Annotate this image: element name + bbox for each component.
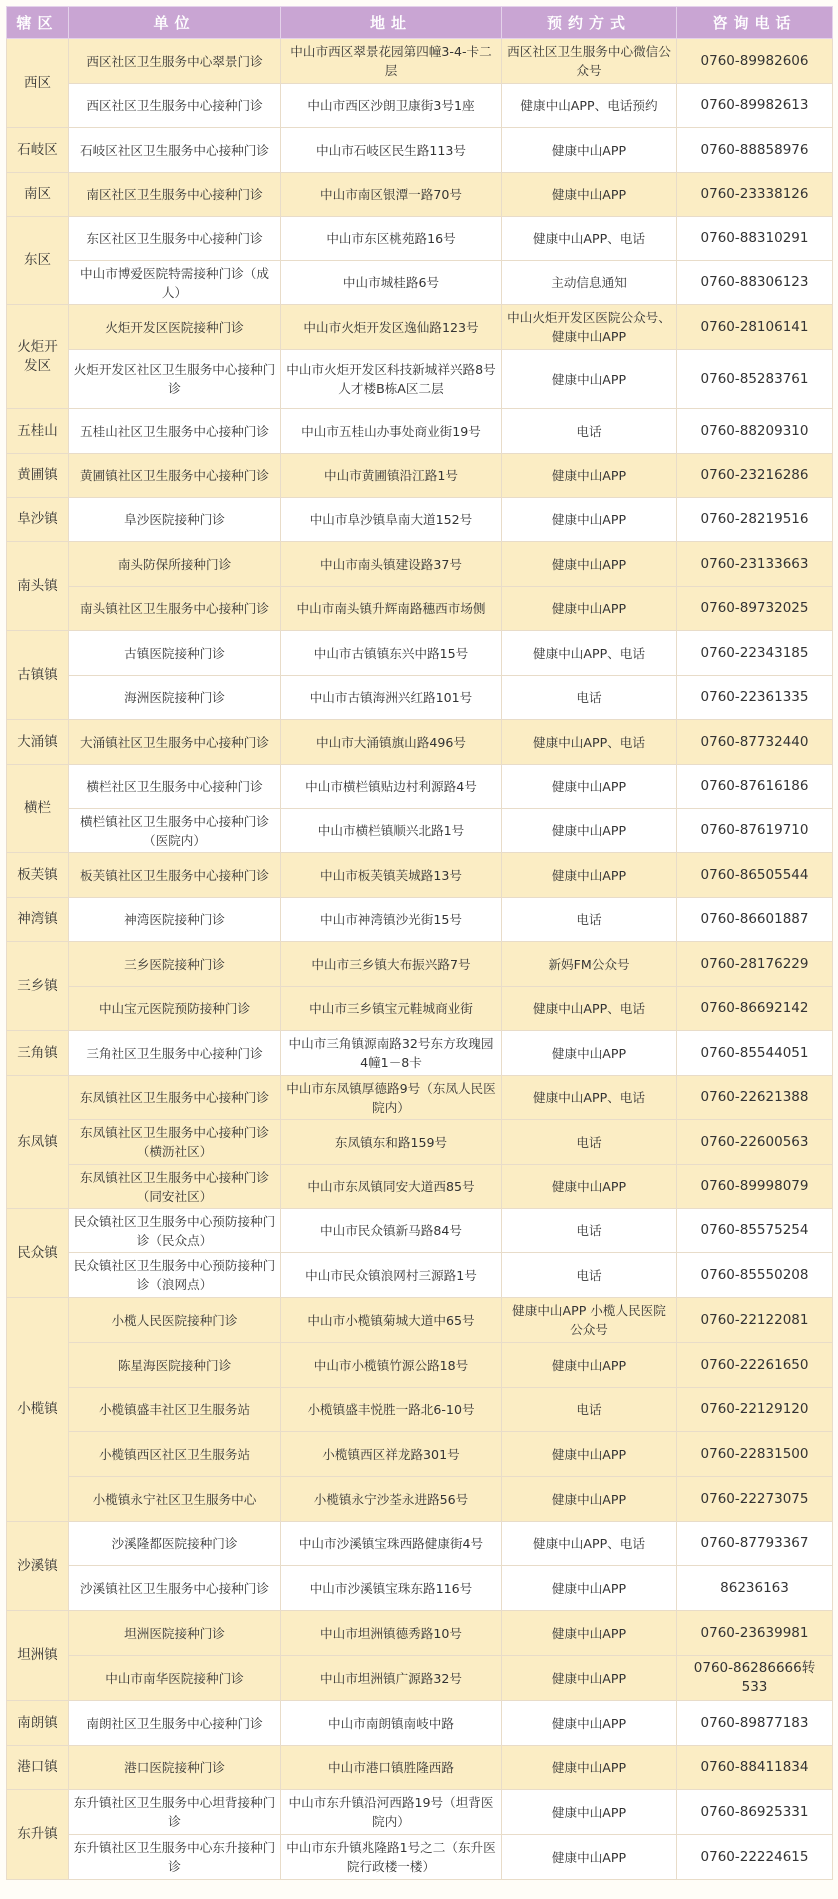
address-cell: 中山市古镇镇东兴中路15号 — [281, 631, 502, 676]
address-cell: 中山市东升镇沿河西路19号（坦背医院内） — [281, 1790, 502, 1835]
table-row — [7, 1522, 833, 1566]
unit-cell: 西区社区卫生服务中心翠景门诊 — [69, 39, 281, 84]
phone-cell: 0760-22224615 — [677, 1835, 833, 1880]
phone-cell: 0760-28176229 — [677, 942, 833, 987]
booking-cell: 健康中山APP、电话 — [502, 217, 677, 261]
phone-cell: 0760-87619710 — [677, 809, 833, 853]
phone-cell: 0760-85283761 — [677, 350, 833, 409]
table-row — [7, 631, 833, 676]
address-cell: 中山市沙溪镇宝珠东路116号 — [281, 1566, 502, 1611]
town-cell: 坦洲镇 — [7, 1611, 69, 1701]
unit-cell: 东升镇社区卫生服务中心东升接种门诊 — [69, 1835, 281, 1880]
unit-cell: 中山宝元医院预防接种门诊 — [69, 987, 281, 1031]
table-body — [7, 39, 833, 1880]
town-cell: 横栏 — [7, 765, 69, 853]
phone-cell: 0760-89998079 — [677, 1165, 833, 1209]
vaccination-clinic-table — [6, 6, 833, 1880]
address-cell: 小榄镇永宁沙荃永进路56号 — [281, 1477, 502, 1522]
town-cell: 南头镇 — [7, 542, 69, 631]
table-row — [7, 720, 833, 765]
booking-cell: 健康中山APP — [502, 1031, 677, 1076]
booking-cell: 电话 — [502, 1253, 677, 1298]
phone-cell: 86236163 — [677, 1566, 833, 1611]
phone-cell: 0760-22343185 — [677, 631, 833, 676]
booking-cell: 健康中山APP — [502, 809, 677, 853]
table-row — [7, 1790, 833, 1835]
address-cell: 中山市民众镇新马路84号 — [281, 1209, 502, 1253]
phone-cell: 0760-28219516 — [677, 498, 833, 542]
unit-cell: 大涌镇社区卫生服务中心接种门诊 — [69, 720, 281, 765]
header-address: 地址 — [281, 7, 502, 39]
address-cell: 中山市小榄镇菊城大道中65号 — [281, 1298, 502, 1343]
phone-cell: 0760-89982613 — [677, 84, 833, 128]
unit-cell: 小榄镇西区社区卫生服务站 — [69, 1432, 281, 1477]
address-cell: 中山市沙溪镇宝珠西路健康街4号 — [281, 1522, 502, 1566]
unit-cell: 火炬开发区社区卫生服务中心接种门诊 — [69, 350, 281, 409]
address-cell: 中山市西区沙朗卫康街3号1座 — [281, 84, 502, 128]
unit-cell: 三乡医院接种门诊 — [69, 942, 281, 987]
phone-cell: 0760-86286666转533 — [677, 1656, 833, 1701]
booking-cell: 健康中山APP — [502, 1432, 677, 1477]
address-cell: 中山市三乡镇宝元鞋城商业街 — [281, 987, 502, 1031]
town-cell: 三乡镇 — [7, 942, 69, 1031]
unit-cell: 东凤镇社区卫生服务中心接种门诊（同安社区） — [69, 1165, 281, 1209]
town-cell: 小榄镇 — [7, 1298, 69, 1522]
table-row — [7, 84, 833, 128]
address-cell: 中山市三角镇源南路32号东方玫瑰园4幢1－8卡 — [281, 1031, 502, 1076]
booking-cell: 电话 — [502, 1120, 677, 1165]
phone-cell: 0760-22621388 — [677, 1076, 833, 1120]
unit-cell: 港口医院接种门诊 — [69, 1746, 281, 1790]
unit-cell: 横栏社区卫生服务中心接种门诊 — [69, 765, 281, 809]
phone-cell: 0760-89982606 — [677, 39, 833, 84]
table-row — [7, 1566, 833, 1611]
header-unit: 单位 — [69, 7, 281, 39]
address-cell: 中山市阜沙镇阜南大道152号 — [281, 498, 502, 542]
phone-cell: 0760-86505544 — [677, 853, 833, 898]
unit-cell: 南朗社区卫生服务中心接种门诊 — [69, 1701, 281, 1746]
town-cell: 沙溪镇 — [7, 1522, 69, 1611]
booking-cell: 健康中山APP — [502, 1790, 677, 1835]
town-cell: 五桂山 — [7, 409, 69, 454]
address-cell: 小榄镇西区祥龙路301号 — [281, 1432, 502, 1477]
unit-cell: 沙溪隆都医院接种门诊 — [69, 1522, 281, 1566]
table-row — [7, 765, 833, 809]
address-cell: 中山市东升镇兆隆路1号之二（东升医院行政楼一楼） — [281, 1835, 502, 1880]
booking-cell: 主动信息通知 — [502, 261, 677, 305]
table-row — [7, 173, 833, 217]
booking-cell: 健康中山APP — [502, 1835, 677, 1880]
table-row — [7, 1253, 833, 1298]
booking-cell: 中山火炬开发区医院公众号、健康中山APP — [502, 305, 677, 350]
table-row — [7, 217, 833, 261]
address-cell: 中山市南头镇升辉南路穗西市场侧 — [281, 587, 502, 631]
address-cell: 中山市横栏镇贴边村利源路4号 — [281, 765, 502, 809]
table-row — [7, 1611, 833, 1656]
header-booking: 预约方式 — [502, 7, 677, 39]
table-row — [7, 1165, 833, 1209]
town-cell: 东凤镇 — [7, 1076, 69, 1209]
table-row — [7, 1343, 833, 1388]
unit-cell: 坦洲医院接种门诊 — [69, 1611, 281, 1656]
address-cell: 中山市黄圃镇沿江路1号 — [281, 454, 502, 498]
phone-cell: 0760-85544051 — [677, 1031, 833, 1076]
unit-cell: 小榄人民医院接种门诊 — [69, 1298, 281, 1343]
address-cell: 中山市坦洲镇德秀路10号 — [281, 1611, 502, 1656]
booking-cell: 健康中山APP — [502, 1656, 677, 1701]
phone-cell: 0760-22600563 — [677, 1120, 833, 1165]
unit-cell: 火炬开发区医院接种门诊 — [69, 305, 281, 350]
address-cell: 中山市五桂山办事处商业街19号 — [281, 409, 502, 454]
phone-cell: 0760-88209310 — [677, 409, 833, 454]
table-row — [7, 498, 833, 542]
booking-cell: 健康中山APP — [502, 542, 677, 587]
phone-cell: 0760-22129120 — [677, 1388, 833, 1432]
phone-cell: 0760-86925331 — [677, 1790, 833, 1835]
town-cell: 火炬开发区 — [7, 305, 69, 409]
booking-cell: 健康中山APP — [502, 587, 677, 631]
address-cell: 中山市小榄镇竹源公路18号 — [281, 1343, 502, 1388]
booking-cell: 电话 — [502, 898, 677, 942]
unit-cell: 陈星海医院接种门诊 — [69, 1343, 281, 1388]
unit-cell: 中山市南华医院接种门诊 — [69, 1656, 281, 1701]
table-row — [7, 853, 833, 898]
booking-cell: 健康中山APP — [502, 1165, 677, 1209]
address-cell: 东凤镇东和路159号 — [281, 1120, 502, 1165]
booking-cell: 健康中山APP 小榄人民医院公众号 — [502, 1298, 677, 1343]
header-town: 辖区 — [7, 7, 69, 39]
phone-cell: 0760-22361335 — [677, 676, 833, 720]
booking-cell: 健康中山APP — [502, 853, 677, 898]
address-cell: 中山市民众镇浪网村三源路1号 — [281, 1253, 502, 1298]
town-cell: 石岐区 — [7, 128, 69, 173]
phone-cell: 0760-85550208 — [677, 1253, 833, 1298]
address-cell: 中山市南区银潭一路70号 — [281, 173, 502, 217]
unit-cell: 小榄镇永宁社区卫生服务中心 — [69, 1477, 281, 1522]
town-cell: 港口镇 — [7, 1746, 69, 1790]
booking-cell: 健康中山APP — [502, 1566, 677, 1611]
unit-cell: 南头镇社区卫生服务中心接种门诊 — [69, 587, 281, 631]
address-cell: 小榄镇盛丰悦胜一路北6-10号 — [281, 1388, 502, 1432]
phone-cell: 0760-23133663 — [677, 542, 833, 587]
booking-cell: 电话 — [502, 1388, 677, 1432]
unit-cell: 东凤镇社区卫生服务中心接种门诊 — [69, 1076, 281, 1120]
unit-cell: 三角社区卫生服务中心接种门诊 — [69, 1031, 281, 1076]
address-cell: 中山市石岐区民生路113号 — [281, 128, 502, 173]
table-header-row — [7, 7, 833, 39]
booking-cell: 健康中山APP — [502, 765, 677, 809]
town-cell: 西区 — [7, 39, 69, 128]
booking-cell: 健康中山APP、电话 — [502, 1522, 677, 1566]
table-row — [7, 305, 833, 350]
table-row — [7, 409, 833, 454]
booking-cell: 健康中山APP、电话 — [502, 987, 677, 1031]
town-cell: 东升镇 — [7, 1790, 69, 1880]
town-cell: 古镇镇 — [7, 631, 69, 720]
address-cell: 中山市东凤镇厚德路9号（东凤人民医院内） — [281, 1076, 502, 1120]
phone-cell: 0760-87793367 — [677, 1522, 833, 1566]
phone-cell: 0760-86601887 — [677, 898, 833, 942]
unit-cell: 神湾医院接种门诊 — [69, 898, 281, 942]
booking-cell: 健康中山APP — [502, 1477, 677, 1522]
phone-cell: 0760-23216286 — [677, 454, 833, 498]
town-cell: 神湾镇 — [7, 898, 69, 942]
address-cell: 中山市板芙镇芙城路13号 — [281, 853, 502, 898]
unit-cell: 东区社区卫生服务中心接种门诊 — [69, 217, 281, 261]
phone-cell: 0760-85575254 — [677, 1209, 833, 1253]
table-row — [7, 676, 833, 720]
booking-cell: 健康中山APP — [502, 498, 677, 542]
phone-cell: 0760-88306123 — [677, 261, 833, 305]
address-cell: 中山市横栏镇顺兴北路1号 — [281, 809, 502, 853]
booking-cell: 健康中山APP — [502, 1746, 677, 1790]
unit-cell: 民众镇社区卫生服务中心预防接种门诊（民众点） — [69, 1209, 281, 1253]
table-row — [7, 1701, 833, 1746]
address-cell: 中山市三乡镇大布振兴路7号 — [281, 942, 502, 987]
table-row — [7, 454, 833, 498]
table-row — [7, 1076, 833, 1120]
unit-cell: 沙溪镇社区卫生服务中心接种门诊 — [69, 1566, 281, 1611]
unit-cell: 南头防保所接种门诊 — [69, 542, 281, 587]
table-row — [7, 809, 833, 853]
address-cell: 中山市坦洲镇广源路32号 — [281, 1656, 502, 1701]
address-cell: 中山市南朗镇南岐中路 — [281, 1701, 502, 1746]
table-row — [7, 1835, 833, 1880]
table-row — [7, 542, 833, 587]
town-cell: 阜沙镇 — [7, 498, 69, 542]
unit-cell: 五桂山社区卫生服务中心接种门诊 — [69, 409, 281, 454]
address-cell: 中山市南头镇建设路37号 — [281, 542, 502, 587]
phone-cell: 0760-87732440 — [677, 720, 833, 765]
address-cell: 中山市火炬开发区科技新城祥兴路8号人才楼B栋A区二层 — [281, 350, 502, 409]
unit-cell: 南区社区卫生服务中心接种门诊 — [69, 173, 281, 217]
phone-cell: 0760-22831500 — [677, 1432, 833, 1477]
town-cell: 南区 — [7, 173, 69, 217]
town-cell: 三角镇 — [7, 1031, 69, 1076]
phone-cell: 0760-89732025 — [677, 587, 833, 631]
table-row — [7, 1656, 833, 1701]
booking-cell: 健康中山APP — [502, 1343, 677, 1388]
table-row — [7, 1120, 833, 1165]
unit-cell: 中山市博爱医院特需接种门诊（成人） — [69, 261, 281, 305]
address-cell: 中山市大涌镇旗山路496号 — [281, 720, 502, 765]
phone-cell: 0760-22261650 — [677, 1343, 833, 1388]
phone-cell: 0760-88310291 — [677, 217, 833, 261]
table-row — [7, 1031, 833, 1076]
table-row — [7, 987, 833, 1031]
unit-cell: 小榄镇盛丰社区卫生服务站 — [69, 1388, 281, 1432]
unit-cell: 阜沙医院接种门诊 — [69, 498, 281, 542]
table-row — [7, 1298, 833, 1343]
table-row — [7, 1209, 833, 1253]
town-cell: 东区 — [7, 217, 69, 305]
booking-cell: 健康中山APP — [502, 454, 677, 498]
booking-cell: 健康中山APP — [502, 1701, 677, 1746]
phone-cell: 0760-88411834 — [677, 1746, 833, 1790]
address-cell: 中山市港口镇胜隆西路 — [281, 1746, 502, 1790]
phone-cell: 0760-22273075 — [677, 1477, 833, 1522]
unit-cell: 东凤镇社区卫生服务中心接种门诊（横沥社区） — [69, 1120, 281, 1165]
phone-cell: 0760-23639981 — [677, 1611, 833, 1656]
unit-cell: 横栏镇社区卫生服务中心接种门诊（医院内） — [69, 809, 281, 853]
booking-cell: 电话 — [502, 1209, 677, 1253]
booking-cell: 健康中山APP、电话预约 — [502, 84, 677, 128]
booking-cell: 健康中山APP — [502, 1611, 677, 1656]
unit-cell: 板芙镇社区卫生服务中心接种门诊 — [69, 853, 281, 898]
town-cell: 板芙镇 — [7, 853, 69, 898]
address-cell: 中山市城桂路6号 — [281, 261, 502, 305]
booking-cell: 健康中山APP — [502, 128, 677, 173]
address-cell: 中山市东凤镇同安大道西85号 — [281, 1165, 502, 1209]
booking-cell: 新妈FM公众号 — [502, 942, 677, 987]
unit-cell: 海洲医院接种门诊 — [69, 676, 281, 720]
table-row — [7, 1477, 833, 1522]
phone-cell: 0760-86692142 — [677, 987, 833, 1031]
unit-cell: 东升镇社区卫生服务中心坦背接种门诊 — [69, 1790, 281, 1835]
booking-cell: 电话 — [502, 409, 677, 454]
unit-cell: 西区社区卫生服务中心接种门诊 — [69, 84, 281, 128]
booking-cell: 健康中山APP、电话 — [502, 720, 677, 765]
booking-cell: 健康中山APP — [502, 173, 677, 217]
town-cell: 南朗镇 — [7, 1701, 69, 1746]
phone-cell: 0760-87616186 — [677, 765, 833, 809]
booking-cell: 健康中山APP — [502, 350, 677, 409]
booking-cell: 健康中山APP、电话 — [502, 631, 677, 676]
phone-cell: 0760-22122081 — [677, 1298, 833, 1343]
town-cell: 民众镇 — [7, 1209, 69, 1298]
phone-cell: 0760-88858976 — [677, 128, 833, 173]
table-row — [7, 261, 833, 305]
table-row — [7, 1432, 833, 1477]
unit-cell: 古镇医院接种门诊 — [69, 631, 281, 676]
address-cell: 中山市古镇海洲兴红路101号 — [281, 676, 502, 720]
address-cell: 中山市东区桃苑路16号 — [281, 217, 502, 261]
booking-cell: 电话 — [502, 676, 677, 720]
table-row — [7, 128, 833, 173]
town-cell: 大涌镇 — [7, 720, 69, 765]
table-row — [7, 1388, 833, 1432]
address-cell: 中山市西区翠景花园第四幢3-4-卡二层 — [281, 39, 502, 84]
table-row — [7, 1746, 833, 1790]
table-row — [7, 350, 833, 409]
unit-cell: 黄圃镇社区卫生服务中心接种门诊 — [69, 454, 281, 498]
table-row — [7, 898, 833, 942]
unit-cell: 民众镇社区卫生服务中心预防接种门诊（浪网点） — [69, 1253, 281, 1298]
table-row — [7, 587, 833, 631]
table-row — [7, 942, 833, 987]
phone-cell: 0760-89877183 — [677, 1701, 833, 1746]
town-cell: 黄圃镇 — [7, 454, 69, 498]
booking-cell: 西区社区卫生服务中心微信公众号 — [502, 39, 677, 84]
address-cell: 中山市神湾镇沙光街15号 — [281, 898, 502, 942]
header-phone: 咨询电话 — [677, 7, 833, 39]
address-cell: 中山市火炬开发区逸仙路123号 — [281, 305, 502, 350]
table-row — [7, 39, 833, 84]
phone-cell: 0760-23338126 — [677, 173, 833, 217]
booking-cell: 健康中山APP、电话 — [502, 1076, 677, 1120]
unit-cell: 石岐区社区卫生服务中心接种门诊 — [69, 128, 281, 173]
phone-cell: 0760-28106141 — [677, 305, 833, 350]
